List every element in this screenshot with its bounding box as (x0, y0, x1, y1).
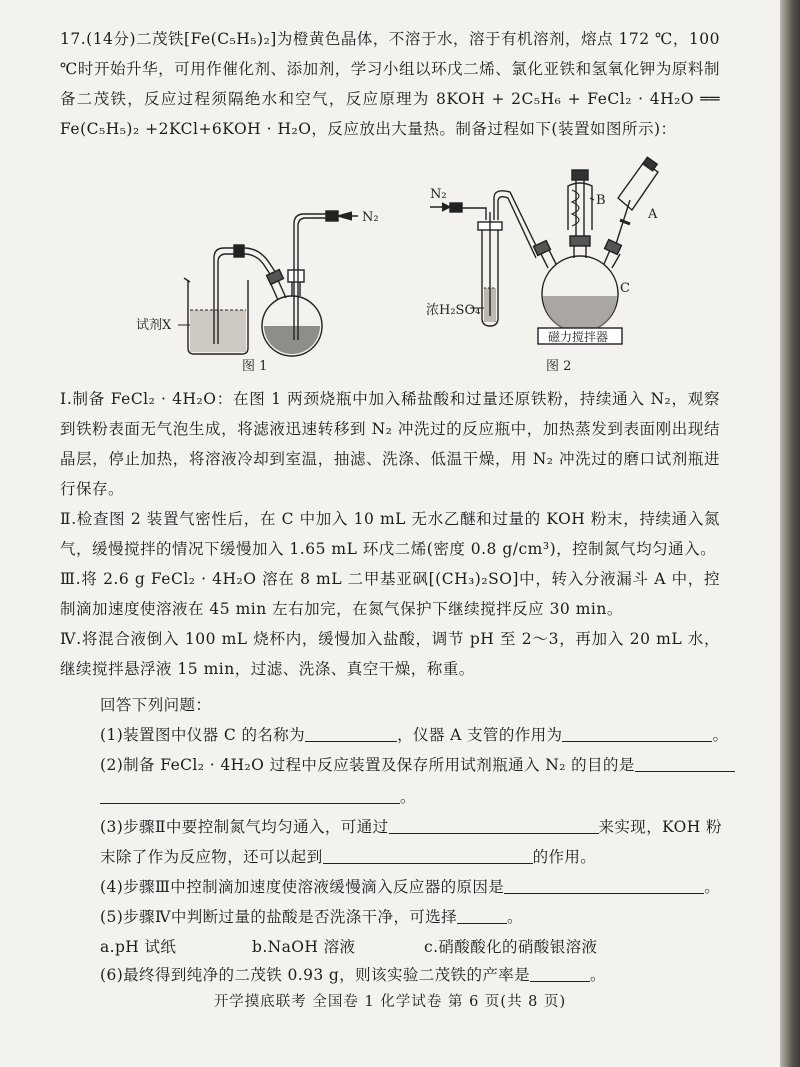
q4-text-b: 。 (704, 878, 721, 896)
fig2-caption: 图 2 (546, 359, 572, 374)
q1-blank-1[interactable] (305, 725, 397, 742)
step-1: Ⅰ.制备 FeCl₂ · 4H₂O：在图 1 两颈烧瓶中加入稀盐酸和过量还原铁粉，持续通入 N₂，观察到铁粉表面无气泡生成，将滤液迅速转移到 N₂ 冲洗过的反应瓶中，加热蒸发到表面刚出现结晶层，停止加热，将溶液冷却到室温，抽滤、洗涤、低温干燥，用 N₂ 冲洗过的磨口试剂瓶进行保存。 (60, 390, 720, 498)
subquestion-4 (100, 876, 720, 898)
q1-text-b: ，仪器 A 支管的作用为 (397, 726, 563, 744)
q3-text-c: 末除了作为反应物，还可以起到 (100, 848, 323, 866)
q5-option-b: b.NaOH 溶液 (252, 938, 356, 956)
q1-text-c: 。 (712, 726, 729, 744)
fig2-n2-label: N₂ (430, 187, 447, 202)
subquestion-5 (100, 906, 523, 928)
subquestion-3-cont (100, 846, 596, 868)
step-3: Ⅲ.将 2.6 g FeCl₂ · 4H₂O 溶在 8 mL 二甲基亚砜[(CH₃)₂SO]中，转入分液漏斗 A 中，控制滴加速度使溶液在 45 min 左右加完，在氮气保护下继续搅拌反应 30 min。 (60, 570, 720, 618)
q1-blank-2[interactable] (562, 725, 712, 742)
figure-1 (184, 211, 358, 356)
q1-text-a: (1)装置图中仪器 C 的名称为 (100, 726, 306, 744)
fig2-label-c: C (620, 281, 630, 296)
q2-blank-2[interactable] (100, 787, 400, 804)
fig1-n2-label: N₂ (362, 210, 379, 225)
q6-blank[interactable] (530, 965, 590, 982)
page-footer: 开学摸底联考 全国卷 1 化学试卷 第 6 页(共 8 页) (213, 994, 567, 1010)
q2-blank-1[interactable] (635, 755, 735, 772)
q6-text-a: (6)最终得到纯净的二茂铁 0.93 g，则该实验二茂铁的产率是 (100, 966, 531, 984)
q5-text-a: (5)步骤Ⅳ中判断过量的盐酸是否洗涤干净，可选择 (100, 908, 458, 926)
page-edge-shadow (780, 0, 800, 1067)
fig2-label-a: A (648, 207, 658, 222)
q2-text-a: (2)制备 FeCl₂ · 4H₂O 过程中反应装置及保存所用试剂瓶通入 N₂ 的目的是 (100, 756, 635, 774)
apparatus-figures (130, 168, 658, 380)
q2-text-b: 。 (400, 788, 416, 806)
subquestion-1 (100, 724, 728, 746)
fig2-acid-label: 浓H₂SO₄ (426, 303, 481, 318)
q5-option-a: a.pH 试纸 (100, 938, 177, 956)
fig1-caption: 图 1 (242, 359, 268, 374)
step-4: Ⅳ.将混合液倒入 100 mL 烧杯内，缓慢加入盐酸，调节 pH 至 2～3，再加入 20 mL 水，继续搅拌悬浮液 15 min，过滤、洗涤、真空干燥，称重。 (60, 630, 720, 678)
q4-text-a: (4)步骤Ⅲ中控制滴加速度使溶液缓慢滴入反应器的原因是 (100, 878, 505, 896)
fig1-reagent-label: 试剂X (136, 318, 172, 333)
subquestion-6 (100, 964, 606, 986)
q3-blank-2[interactable] (323, 847, 533, 864)
subquestion-2 (100, 754, 735, 776)
q5-blank[interactable] (457, 907, 507, 924)
q3-text-b: 来实现，KOH 粉 (598, 818, 722, 836)
q5-text-b: 。 (507, 908, 523, 926)
answer-prompt: 回答下列问题： (100, 696, 212, 714)
question-intro: 17.(14分)二茂铁[Fe(C₅H₅)₂]为橙黄色晶体，不溶于水，溶于有机溶剂，熔点 172 ℃，100 ℃时开始升华，可用作催化剂、添加剂，学习小组以环戊二烯、氯化亚铁和氢氧化钾为原料制备二茂铁，反应过程须隔绝水和空气，反应原理为 8KOH + 2C₅H₆ + FeCl₂ · 4H₂O ══ Fe(C₅H₅)₂ +2KCl+6KOH · H₂O，反应放出大量热。制备过程如下(装置如图所示)： (60, 30, 720, 138)
q4-blank[interactable] (504, 877, 704, 894)
q3-text-d: 的作用。 (532, 848, 597, 866)
fig2-label-b: B (596, 193, 606, 208)
q3-text-a: (3)步骤Ⅱ中要控制氮气均匀通入，可通过 (100, 818, 389, 836)
q6-text-b: 。 (590, 966, 606, 984)
subquestion-2-cont (100, 786, 416, 808)
q5-option-c: c.硝酸酸化的硝酸银溶液 (424, 938, 598, 956)
step-2: Ⅱ.检查图 2 装置气密性后，在 C 中加入 10 mL 无水乙醚和过量的 KOH 粉末，持续通入氮气，缓慢搅拌的情况下缓慢加入 1.65 mL 环戊二烯(密度 0.8 g/cm³)，控制氮气均匀通入。 (60, 510, 720, 558)
subquestion-3 (100, 816, 722, 838)
fig2-stirrer-label: 磁力搅拌器 (548, 330, 609, 344)
q3-blank-1[interactable] (389, 817, 599, 834)
